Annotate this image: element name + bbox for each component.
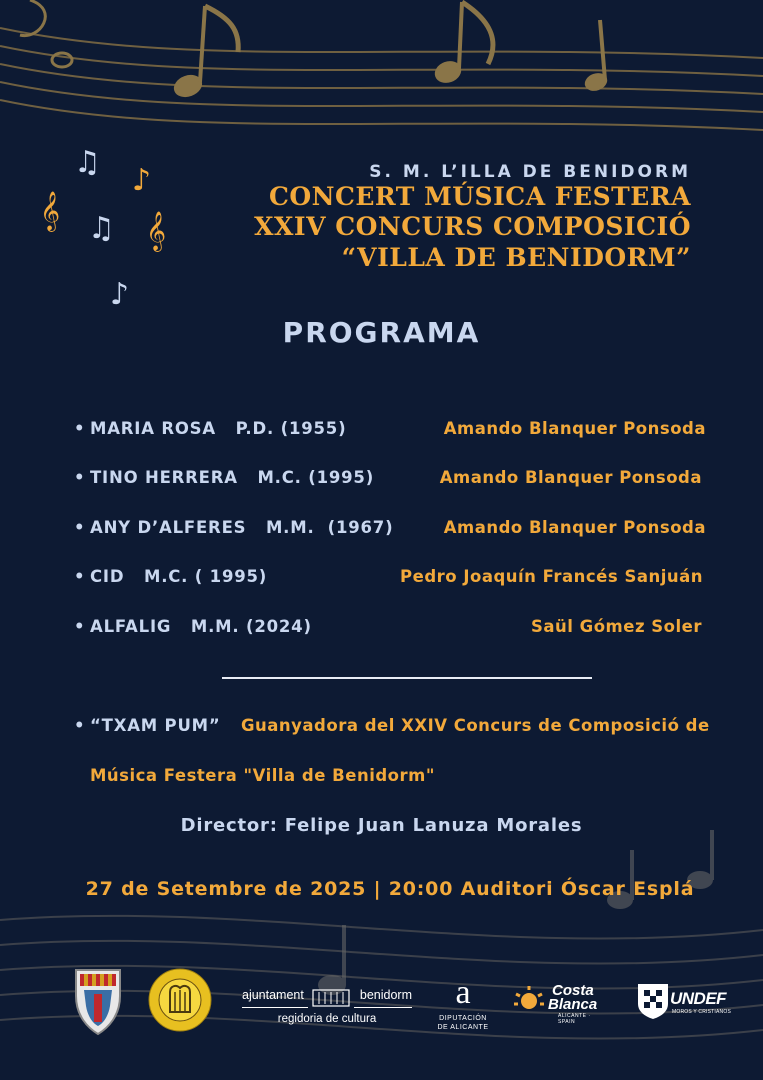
treble-clef-icon: 𝄞 (146, 211, 167, 251)
program-item (74, 419, 706, 443)
program-composer: Pedro Joaquín Francés Sanjuán (400, 567, 703, 586)
programa-heading: PROGRAMA (282, 316, 481, 349)
diputacion-line-2: DE ALICANTE (437, 1024, 489, 1031)
undef-sub-label: MOROS Y CRISTIANOS (672, 1009, 731, 1015)
sun-icon (512, 984, 546, 1014)
benidorm-label: benidorm (359, 988, 412, 1002)
treble-clef-icon: 𝄞 (40, 191, 61, 231)
diputacion-a-icon: a (455, 974, 471, 1011)
program-composer: Amando Blanquer Ponsoda (443, 419, 706, 438)
bullet-icon: • (74, 518, 85, 537)
program-item (74, 617, 706, 641)
program-composer: Amando Blanquer Ponsoda (439, 468, 702, 487)
winner-description-line-2: Música Festera "Villa de Benidorm" (90, 766, 435, 785)
bullet-icon: • (74, 567, 85, 586)
title-line-3: “VILLA DE BENIDORM” (341, 243, 691, 272)
event-date-venue: 27 de Setembre de 2025 | 20:00 Auditori Óscar Esplá (85, 878, 695, 900)
music-note-icon: ♫ (74, 145, 101, 180)
music-note-icon: ♫ (88, 211, 115, 246)
program-composer: Amando Blanquer Ponsoda (443, 518, 706, 537)
regidoria-label: regidoria de cultura (277, 1013, 377, 1025)
societat-musical-seal-logo (148, 968, 212, 1032)
program-work: ALFALIG M.M. (2024) (90, 617, 312, 636)
section-divider (222, 677, 592, 679)
title-line-2: XXIV CONCURS COMPOSICIÓ (254, 212, 691, 241)
title-line-1: CONCERT MÚSICA FESTERA (268, 182, 691, 211)
ajuntament-label: ajuntament (242, 988, 304, 1002)
program-item (74, 518, 706, 542)
top-staff (0, 28, 763, 130)
program-item (74, 468, 706, 492)
winner-description-line-1: Guanyadora del XXIV Concurs de Composició de (241, 716, 710, 735)
costa-label: Costa (552, 982, 594, 999)
program-work: ANY D’ALFERES M.M. (1967) (90, 518, 394, 537)
bullet-icon: • (74, 468, 85, 487)
undef-label: UNDEF (670, 989, 727, 1008)
top-notes (20, 0, 609, 100)
program-work: TINO HERRERA M.C. (1995) (90, 468, 375, 487)
undef-shield-icon (636, 982, 670, 1020)
bullet-icon: • (74, 716, 85, 735)
bottom-notes (318, 830, 714, 995)
costa-sub-label: ALICANTE · SPAIN (558, 1013, 591, 1025)
benidorm-shield-logo (74, 966, 122, 1036)
program-work: MARIA ROSA P.D. (1955) (90, 419, 347, 438)
music-note-icon: ♪ (110, 277, 130, 312)
ajuntament-benidorm-logo (242, 986, 412, 1030)
bullet-icon: • (74, 617, 85, 636)
diputacion-alicante-logo (434, 976, 492, 1036)
society-name: S. M. L’ILLA DE BENIDORM (369, 162, 691, 182)
director-credit: Director: Felipe Juan Lanuza Morales (180, 815, 583, 836)
building-icon (312, 986, 350, 1008)
program-work: CID M.C. ( 1995) (90, 567, 268, 586)
program-item (74, 567, 706, 591)
blanca-label: Blanca (548, 996, 598, 1013)
costa-blanca-logo (512, 980, 608, 1025)
music-note-icon: ♪ (132, 163, 152, 198)
undef-logo (636, 980, 736, 1022)
diputacion-line-1: DIPUTACIÓN (439, 1015, 487, 1022)
bullet-icon: • (74, 419, 85, 438)
program-composer: Saül Gómez Soler (531, 617, 702, 636)
winner-work: “TXAM PUM” (90, 716, 221, 735)
